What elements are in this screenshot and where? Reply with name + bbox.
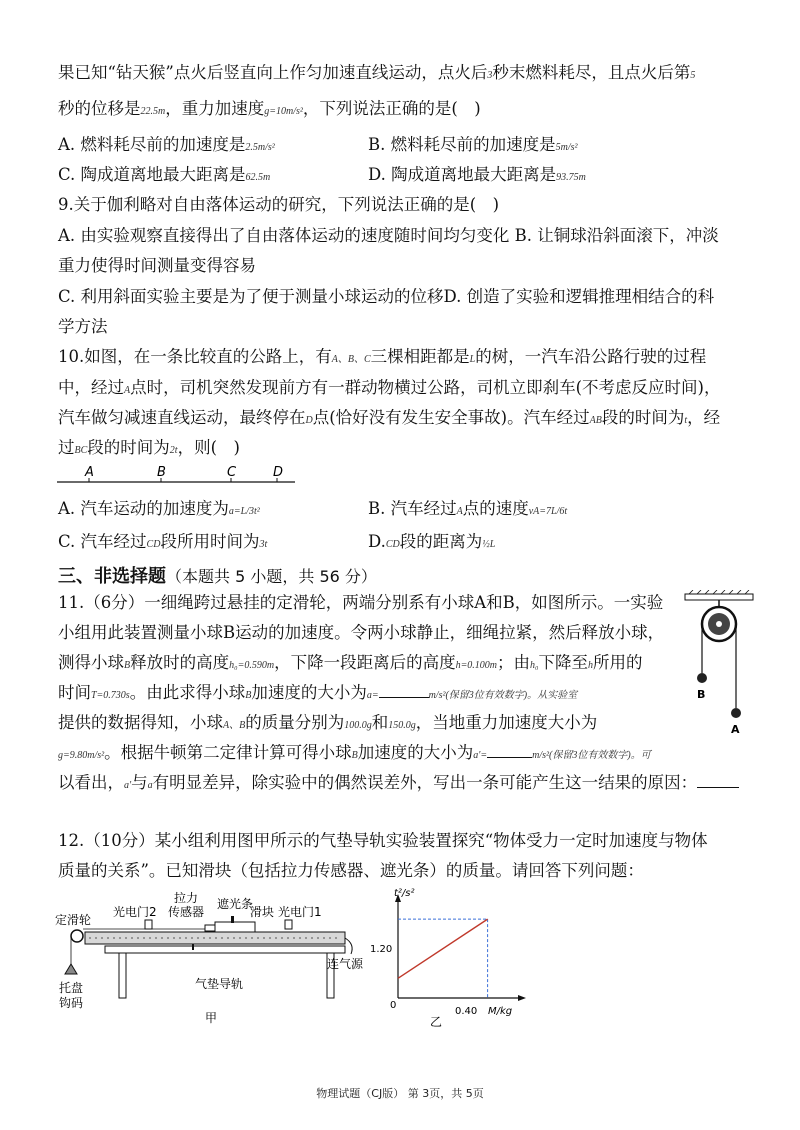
tray-label-1: 托盘 xyxy=(59,981,84,995)
q12-line1: 12.（10分）某小组利用图甲所示的气垫导轨实验装置探究“物体受力一定时加速度与物体 xyxy=(58,831,708,850)
sensor-label-1: 拉力 xyxy=(174,891,199,905)
q8-text: 果已知“钻天猴”点火后竖直向上作匀加速直线运动，点火后 xyxy=(58,63,488,82)
option-text: A. 燃料耗尽前的加速度是 xyxy=(58,135,246,154)
x-axis-arrow xyxy=(518,995,526,1001)
q10-text: 段的时间为 xyxy=(601,408,685,427)
q8-option-d xyxy=(368,164,586,189)
q11-line2: 小组用此装置测量小球B运动的加速度。令两小球静止，细绳拉紧，然后释放小球， xyxy=(58,623,665,642)
q11-text: 和 xyxy=(371,713,389,732)
q11-text: 以看出， xyxy=(58,773,124,792)
option-value: 2.5m/s² xyxy=(245,142,275,153)
q10-math: t xyxy=(684,415,688,426)
q11-text: ；由 xyxy=(497,653,531,672)
q12-line2: 质量的关系”。已知滑块（包括拉力传感器、遮光条）的质量。请回答下列问题： xyxy=(58,861,644,880)
section-title: 三、非选择题 xyxy=(58,566,166,587)
q10-text: 点时，司机突然发现前方有一群动物横过公路，司机立即刹车(不考虑反应时间)， xyxy=(130,378,721,397)
q8-text: 秒末燃料耗尽，且点火后第 xyxy=(492,63,691,82)
rail-label: 气垫导轨 xyxy=(195,977,244,991)
q10-option-a xyxy=(58,498,260,523)
q11-text: 加速度的大小为 xyxy=(251,683,367,702)
answer-blank-a[interactable] xyxy=(379,697,429,698)
q11-math: m/s²(保留3位有效数字)。从实验室 xyxy=(428,690,578,701)
q11-math: B xyxy=(124,660,131,671)
q9-line-a: A. 由实验观察直接得出了自由落体运动的速度随时间均匀变化 B. 让铜球沿斜面滚下，冲淡 xyxy=(58,226,719,245)
q11-line3 xyxy=(58,652,643,677)
option-text: A. 汽车运动的加速度为 xyxy=(58,499,229,518)
option-text: 段的距离为 xyxy=(399,532,483,551)
q11-text: 的质量分别为 xyxy=(245,713,345,732)
x-axis-label: M/kg xyxy=(488,1006,513,1017)
q10-line1 xyxy=(58,346,706,371)
option-math: CD xyxy=(385,539,400,550)
q10-text: 10.如图，在一条比较直的公路上，有 xyxy=(58,347,332,366)
label-c: C xyxy=(227,465,237,480)
figure-jia-caption: 甲 xyxy=(205,1011,218,1025)
q11-math: A、B xyxy=(223,720,246,731)
q11-text: 。根据牛顿第二定律计算可得小球 xyxy=(104,743,352,762)
q10-math: BC xyxy=(74,445,88,456)
q10-text: 三棵相距都是 xyxy=(370,347,470,366)
x-tick-label: 0.40 xyxy=(455,1006,478,1017)
shade-strip xyxy=(231,916,234,923)
q11-math: m/s²(保留3位有效数字)。可 xyxy=(532,750,651,761)
q10-text: 中，经过 xyxy=(58,378,124,397)
shade-label: 遮光条 xyxy=(217,897,254,911)
option-value: a=L/3t² xyxy=(228,506,260,517)
q10-math: 2t xyxy=(169,445,178,456)
q8-option-b xyxy=(368,134,578,159)
option-value: vA=7L/6t xyxy=(528,506,568,517)
q10-math: AB xyxy=(589,415,602,426)
ball-a xyxy=(731,708,741,718)
page-footer: 物理试题（CJ版） 第 3页，共 5页 xyxy=(316,1087,484,1100)
answer-blank-reason[interactable] xyxy=(697,787,739,788)
air-hose xyxy=(345,938,352,954)
option-text: 段所用时间为 xyxy=(160,532,260,551)
option-value: 5m/s² xyxy=(555,142,578,153)
q8-math: 3 xyxy=(487,70,493,81)
y-axis-label: t²/s² xyxy=(394,888,415,899)
origin-label: 0 xyxy=(390,1000,397,1011)
q11-line5 xyxy=(58,712,597,737)
answer-blank-a-prime[interactable] xyxy=(487,757,532,758)
option-value: 93.75m xyxy=(556,172,586,183)
q10-math: D xyxy=(305,415,313,426)
q9-stem: 9.关于伽利略对自由落体运动的研究，下列说法正确的是( ) xyxy=(58,195,500,214)
label-d: D xyxy=(273,465,284,480)
table-top xyxy=(105,946,345,953)
q11-text: 测得小球 xyxy=(58,653,124,672)
option-text: B. 燃料耗尽前的加速度是 xyxy=(368,135,556,154)
label-a: A xyxy=(85,465,94,480)
q10-text: 点(恰好没有发生安全事故)。汽车经过 xyxy=(312,408,590,427)
q11-text: 释放时的高度 xyxy=(130,653,230,672)
gate1 xyxy=(285,920,292,929)
q11-math: h=0.100m xyxy=(455,660,498,671)
figure-yi-caption: 乙 xyxy=(430,1015,443,1028)
q10-text: ，则( ) xyxy=(177,438,240,457)
q10-text: ，经 xyxy=(687,408,721,427)
q8-text: 秒的位移是 xyxy=(58,99,141,118)
q11-math: h xyxy=(588,660,594,671)
option-math: A xyxy=(456,506,463,517)
tray-label-2: 钩码 xyxy=(59,996,84,1010)
q11-math: 150.0g xyxy=(388,720,416,731)
gate2-label: 光电门2 xyxy=(113,905,157,919)
q10-text: 段的时间为 xyxy=(87,438,170,457)
q10-text: 的树，一汽车沿公路行驶的过程 xyxy=(475,347,707,366)
label-b: B xyxy=(157,465,166,480)
q8-option-a xyxy=(58,134,275,159)
q11-math: 100.0g xyxy=(344,720,372,731)
q10-line3 xyxy=(58,407,720,432)
table-leg-left xyxy=(119,953,126,998)
q11-text: 时间 xyxy=(58,683,91,702)
q10-option-d xyxy=(368,531,495,556)
y-tick-label: 1.20 xyxy=(370,944,393,955)
ceiling-bar xyxy=(685,594,753,600)
q10-road-figure xyxy=(55,462,305,490)
gate1-label: 光电门1 xyxy=(278,905,322,919)
option-text: 点的速度 xyxy=(462,499,529,518)
q10-option-b xyxy=(368,498,567,523)
q11-pulley-figure xyxy=(680,590,760,740)
q11-math: T=0.730s xyxy=(91,690,130,701)
q11-math: a'= xyxy=(473,750,488,761)
section-heading xyxy=(58,562,377,588)
q11-math: h₀ xyxy=(530,660,539,671)
q8-line2 xyxy=(58,98,481,123)
air-label: 连气源 xyxy=(327,957,364,971)
gate2 xyxy=(145,920,152,929)
q11-text: 加速度的大小为 xyxy=(357,743,474,762)
q10-math: L xyxy=(469,354,476,365)
ball-b xyxy=(697,673,707,683)
q11-line1: 11.（6分）一细绳跨过悬挂的定滑轮，两端分别系有小球A和B，如图所示。一实验 xyxy=(58,593,664,612)
option-value: 3t xyxy=(259,539,268,550)
option-text: D. 陶成道离地最大距离是 xyxy=(368,165,557,184)
q11-math: B xyxy=(351,750,358,761)
q10-text: 过 xyxy=(58,438,75,457)
q8-math: 5 xyxy=(690,70,696,81)
q11-math: a' xyxy=(124,780,132,791)
q8-text: ，重力加速度 xyxy=(165,99,265,118)
q10-text: 汽车做匀减速直线运动，最终停在 xyxy=(58,408,306,427)
q9-line-d: 学方法 xyxy=(58,317,108,336)
option-value: 62.5m xyxy=(245,172,271,183)
pulley-axle xyxy=(716,621,722,627)
q8-math: 22.5m xyxy=(140,106,166,117)
q11-text: ，当地重力加速度大小为 xyxy=(415,713,598,732)
option-text: C. 汽车经过 xyxy=(58,532,147,551)
q11-math: h₀=0.590m xyxy=(229,660,275,671)
ceiling-hatch xyxy=(689,590,749,594)
q11-math: a= xyxy=(366,690,379,701)
sensor-block xyxy=(205,925,215,931)
option-text: C. 陶成道离地最大距离是 xyxy=(58,165,246,184)
air-track-figure xyxy=(55,888,375,1028)
option-math: CD xyxy=(146,539,161,550)
q11-math: a xyxy=(147,780,153,791)
section-subtitle: （本题共 5 小题，共 56 分） xyxy=(166,567,377,586)
t2-vs-m-chart xyxy=(370,888,530,1028)
q11-text: 有明显差异，除实验中的偶然误差外，写出一条可能产生这一结果的原因： xyxy=(152,773,698,792)
q8-option-c xyxy=(58,164,270,189)
q11-line7 xyxy=(58,772,739,797)
q11-text: 。由此求得小球 xyxy=(129,683,246,702)
q11-text: 所用的 xyxy=(593,653,643,672)
q10-line4 xyxy=(58,437,240,462)
q11-math: g=9.80m/s² xyxy=(58,750,105,761)
q11-text: ，下降一段距离后的高度 xyxy=(274,653,456,672)
q10-line2 xyxy=(58,377,720,402)
q8-text: ，下列说法正确的是( ) xyxy=(302,99,481,118)
q9-line-b: 重力使得时间测量变得容易 xyxy=(58,256,256,275)
q11-text: 与 xyxy=(131,773,148,792)
option-text: D. xyxy=(368,532,386,551)
sensor-label-2: 传感器 xyxy=(168,905,205,919)
q10-math: A xyxy=(124,385,131,396)
q11-line4 xyxy=(58,682,577,707)
q8-line1 xyxy=(58,62,695,87)
tray-weights xyxy=(65,964,77,974)
q11-line6 xyxy=(58,742,651,767)
ball-b-label: B xyxy=(697,688,706,701)
q10-option-c xyxy=(58,531,267,556)
slider-label: 滑块 xyxy=(250,905,275,919)
slider-block xyxy=(215,922,255,932)
pulley-label: 定滑轮 xyxy=(55,913,92,927)
q11-math: B xyxy=(245,690,252,701)
q9-line-c: C. 利用斜面实验主要是为了便于测量小球运动的位移D. 创造了实验和逻辑推理相结合的科 xyxy=(58,287,715,306)
ball-a-label: A xyxy=(731,723,740,736)
q8-math: g=10m/s² xyxy=(264,106,303,117)
data-series-line xyxy=(398,919,488,978)
q11-text: 下降至 xyxy=(538,653,589,672)
q11-text: 提供的数据得知，小球 xyxy=(58,713,223,732)
option-text: B. 汽车经过 xyxy=(368,499,457,518)
option-value: ½L xyxy=(482,539,496,550)
q10-math: A、B、C xyxy=(331,354,371,365)
pulley xyxy=(71,930,83,942)
